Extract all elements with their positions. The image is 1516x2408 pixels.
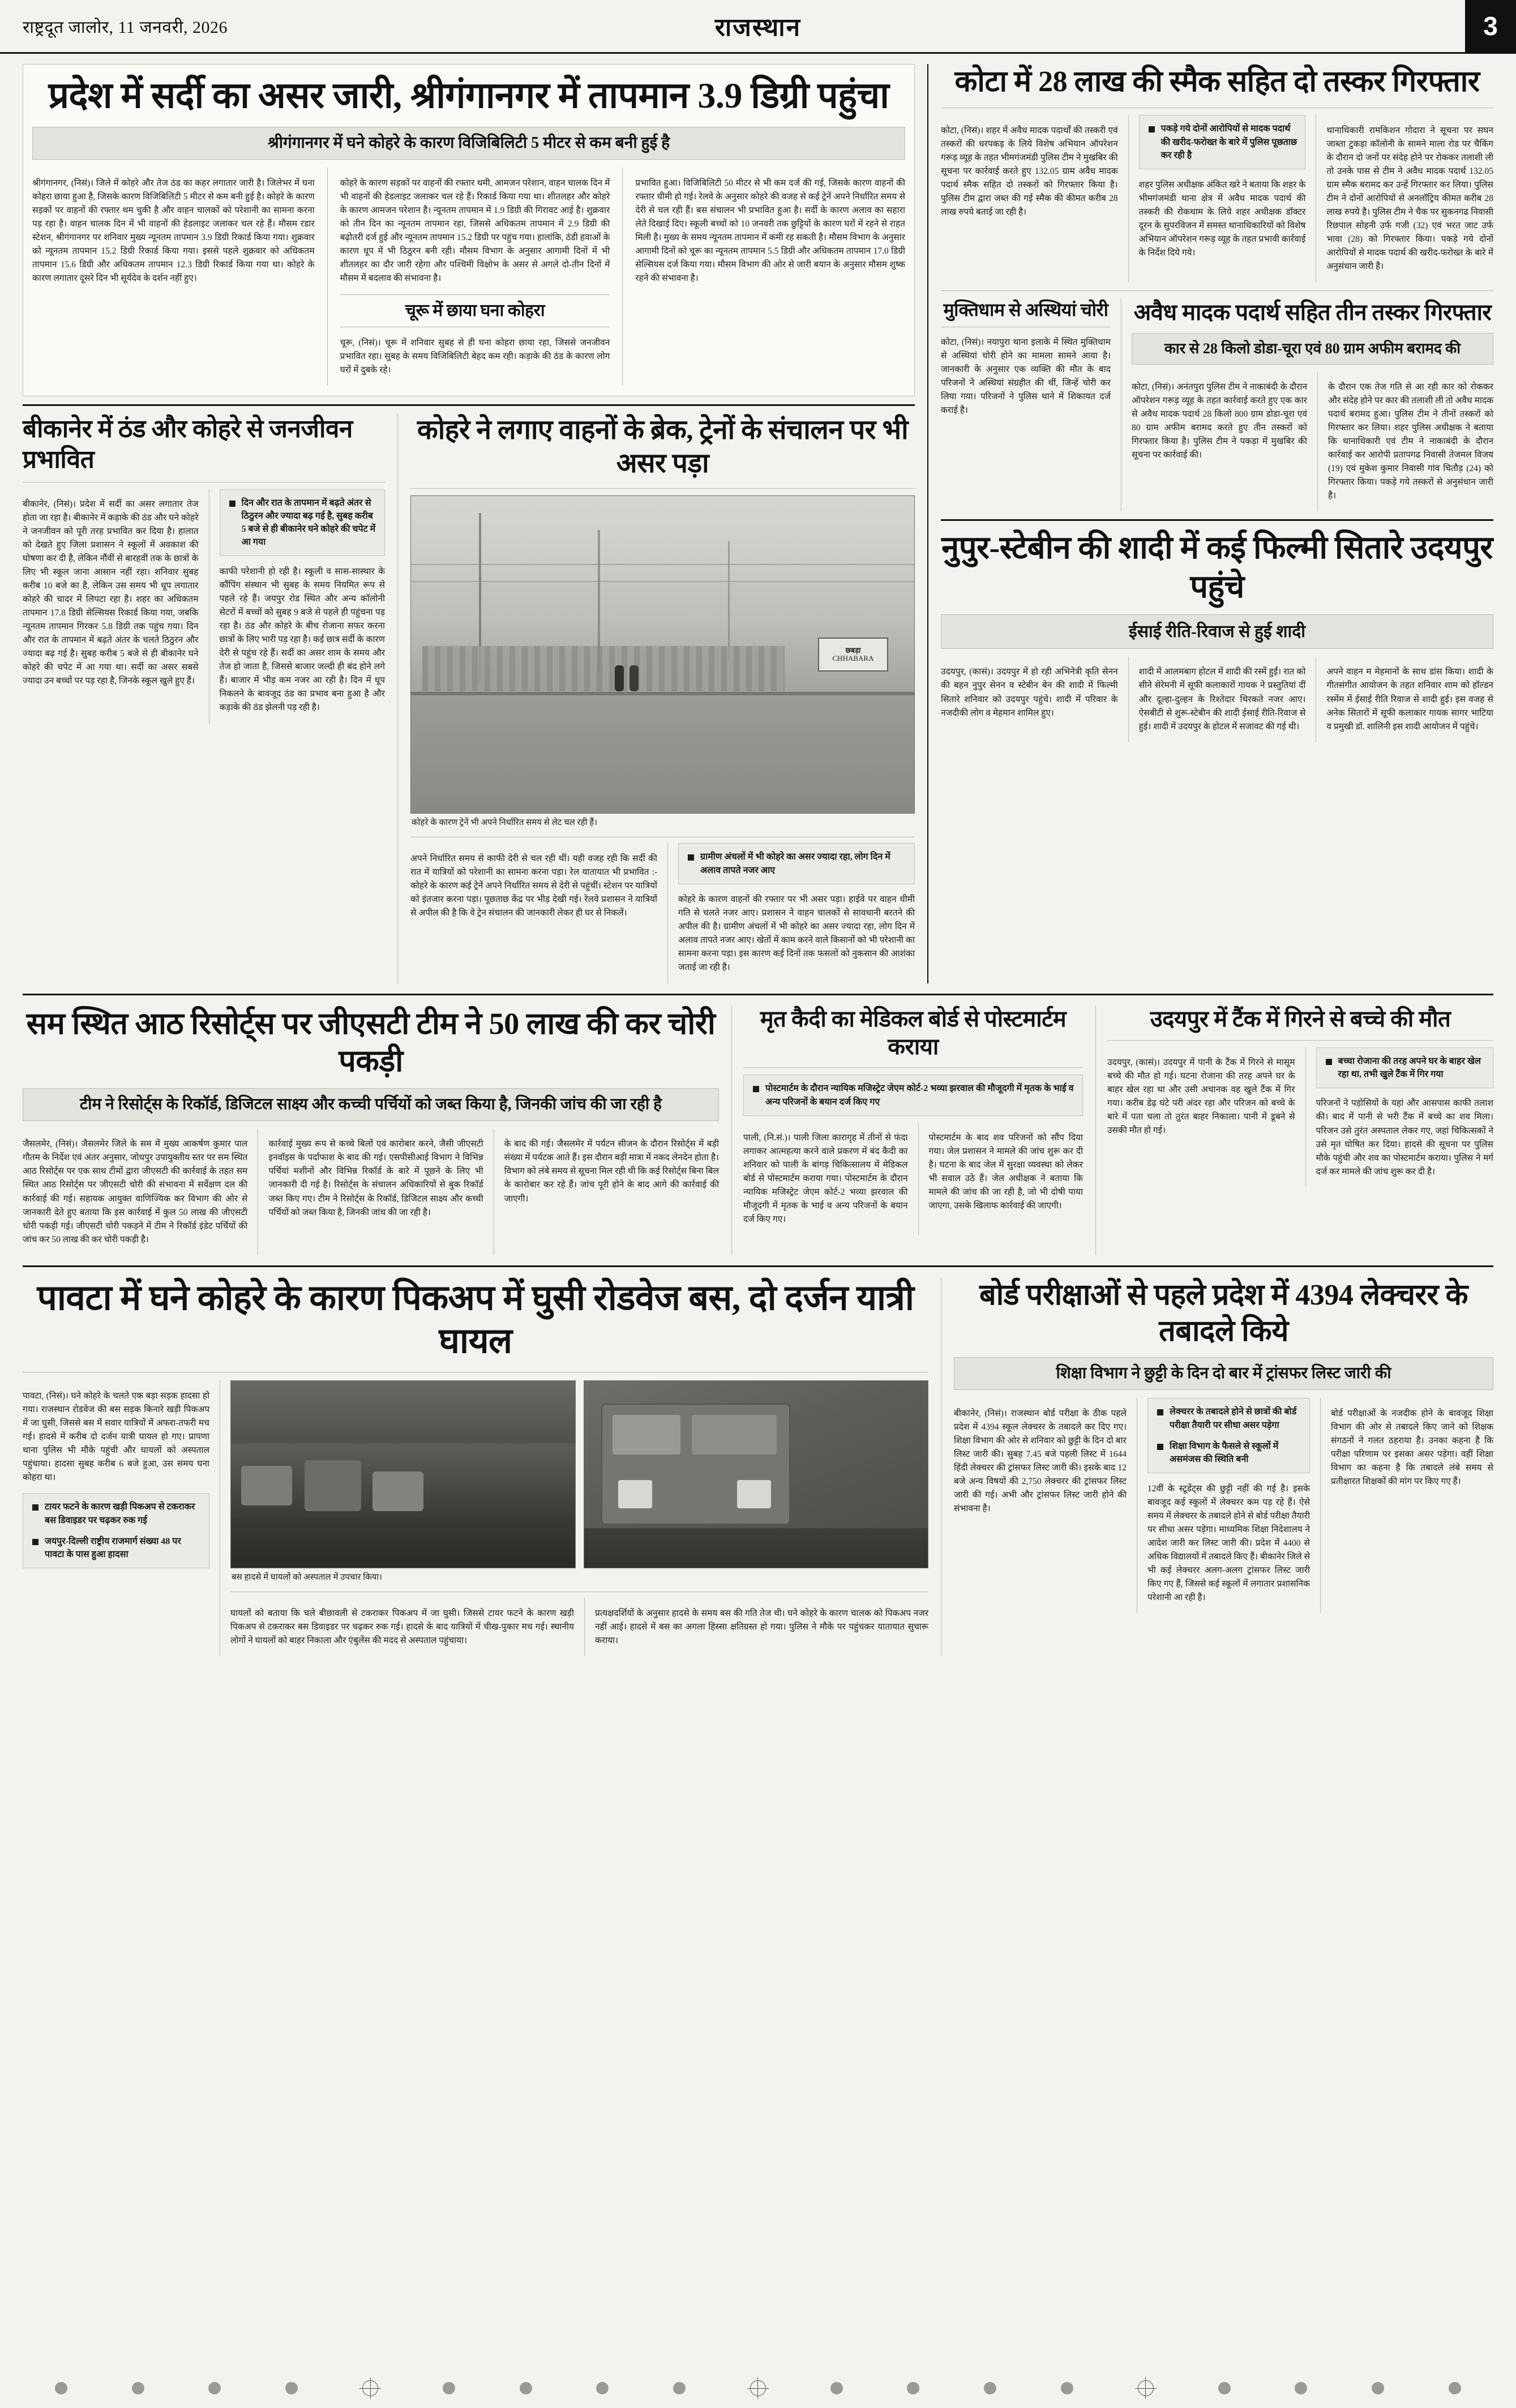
registration-dot <box>1218 2382 1231 2394</box>
bikaner-bullets <box>220 489 386 557</box>
mukti-drugs-row <box>941 299 1493 512</box>
middle-band <box>0 1006 1516 1255</box>
bus-crash-photo <box>584 1380 929 1568</box>
kota-bullets <box>1139 115 1306 169</box>
chura-box-title: चूरू में छाया घना कोहरा <box>405 301 545 320</box>
tank-bullets <box>1316 1047 1494 1088</box>
registration-crosshair <box>362 2380 378 2396</box>
drugs-subhead: कार से 28 किलो डोडा-चूरा एवं 80 ग्राम अफीम बरामद की <box>1132 333 1493 365</box>
fogtrain-col1: अपने निर्धारित समय से काफी देरी से चल रही थीं। यही वजह रही कि सर्दी की रात में यात्रियों को परेशानी का सामना करना पड़ा। रेल यातायात भी प्रभावित :- कोहरे के कारण कई ट्रेनें अपने निर्धारित समय से देरी से पहुंचीं। स्टेशन पर यात्रियों को इंतजार करना पड़ा। पूछताछ केंद्र पर भीड़ देखी गई। रेलवे प्रशासन ने यात्रियों से अपील की है कि वे ट्रेन संचालन की जानकारी लेकर ही घर से निकलें। <box>410 853 657 918</box>
pavta-headline: पावटा में घने कोहरे के कारण पिकअप में घुसी रोडवेज बस, दो दर्जन यात्री घायल <box>37 1279 914 1361</box>
tank-col2: परिजनों ने पड़ोसियों के यहां और आसपास काफी तलाश की। बाद में पानी से भरी टैंक में बच्चे का शव मिला। परिजन उसे तुरंत अस्पताल लेकर गए, जहां चिकित्सकों ने उसे मृत घोषित कर दिया। हादसे की सूचना पर पुलिस मौके पहुंची और शव का पोस्टमार्टम कराया। पुलिस ने मर्ग दर्ज कर मामले की जांच शुरू कर दी है। <box>1316 1098 1493 1177</box>
bullet-item: बच्चा रोजाना की तरह अपने घर के बाहर खेल रहा था, तभी खुले टैंक में गिर गया <box>1324 1055 1487 1081</box>
print-registration-bar <box>0 2368 1516 2408</box>
kota-col1: कोटा, (निसं)। शहर में अवैध मादक पदार्थों की तस्करी एवं तस्करों की धरपकड़ के लिये विशेष अभियान ऑपरेशन गरूड़ व्यूह के तहत भीमगंजमंडी पुलिस टीम ने मुखबिर की सूचना पर कार्रवाई करते हुए 132.05 ग्राम अवैध मादक पदार्थ स्मैक सहित दो तस्करों को गिरफ्तार किया है। पुलिस टीम द्वारा जब्त की गई स्मैक की कीमत करीब 28 लाख रुपये बताई जा रही है। <box>941 125 1118 217</box>
kota-col3: थानाधिकारी रामकिशन गोदारा ने सूचना पर सघन जाब्ता टुकड़ा कॉलोनी के सामने माला रोड पर चैकिंग के दौरान दो जनों पर संदेह होने पर रोककर तलाशी ली तो उनके पास से टीम ने अवैध मादक पदार्थ 132.05 ग्राम स्मैक बरामद कर उन्हें गिरफ्तार कर लिया। पुलिस टीम ने दोनों आरोपियों से अनलॉट्रिय कीमत करीब 28 लाख रुपये है। पुलिस टीम ने चैक पर सुकनगढ निवासी रिछपाल सोहनी उर्फ गजी (32) एवं भरत जाट उर्फ भावा (28) को गिरफ्तार किया। पकड़े गये दोनों आरोपियों से मादक पदार्थ की खरीद-फरोख्त के बारे में अनुसंधान जारी है। <box>1326 125 1494 272</box>
bullet-item: लेक्चरर के तबादले होने से छात्रों की बोर्ड परीक्षा तैयारी पर सीधा असर पड़ेगा <box>1155 1405 1303 1431</box>
prisoner-bullets <box>743 1075 1083 1115</box>
bullet-item: दिन और रात के तापमान में बढ़ते अंतर से ठिठुरन और ज्यादा बढ़ गई है, सुबह करीब 5 बजे से ही बीकानेर घने कोहरे की चपेट में आ गया <box>227 497 378 549</box>
article-tank-death <box>1095 1006 1493 1255</box>
mukti-col1: कोटा, (निसं)। नयापुरा थाना इलाके में स्थित मुक्तिधाम से अस्थियां चोरी होने का मामला सामने आया है। जानकारी के अनुसार एक व्यक्ति की मौत के बाद परिजनों ने अस्थियां संग्रहीत की थीं, जिन्हें चोरी कर लिया गया। परिजनों ने पुलिस थाने में शिकायत दर्ज कराई है। <box>941 337 1111 416</box>
right-section <box>928 64 1493 983</box>
lead-subhead: श्रीगंगानगर में घने कोहरे के कारण विजिबिलिटी 5 मीटर से कम बनी हुई है <box>32 127 905 160</box>
article-bikaner <box>23 414 385 983</box>
pavta-bullets <box>23 1493 209 1568</box>
transfers-col2: 12वीं के स्टूडेंट्स की छुट्टी नहीं की गई है। इसके बावजूद कई स्कूलों में लेक्चरर कम पड़ रहे हैं। ऐसे समय में लेक्चरर के तबादले होने से बोर्ड परीक्षा तैयारी पर सीधा असर पड़ेगा। माध्यमिक शिक्षा निदेशालय ने आदेश जारी कर लिस्ट जारी की। प्रदेश में 4400 से अधिक विद्यालयों में तबादले किए हैं। बीकानेर जिले से भी कई लेक्चरर अलग-अलग ट्रांसफर लिस्ट जारी किए गए हैं, जिससे कई स्कूलों में लगातार प्रशासनिक परेशानी आ रही है। <box>1147 1483 1310 1602</box>
transfers-col1: बीकानेर, (निसं)। राजस्थान बोर्ड परीक्षा के ठीक पहले प्रदेश में 4394 स्कूल लेक्चरर के तबादले कर दिए गए। शिक्षा विभाग की ओर से शनिवार को छुट्टी के दिन दो बार लिस्ट जारी की। सुबह 7.45 बजे पहली लिस्ट में 1644 हिंदी लेक्चरर की ट्रांसफर लिस्ट जारी की। इसके बाद 12 बजे अन्य विषयों की 2,750 लेक्चरर की ट्रांसफर लिस्ट जारी की गई। अभी और ट्रांसफर लिस्ट जारी होने की संभावना है। <box>954 1408 1127 1513</box>
bullet-item: जयपुर-दिल्ली राष्ट्रीय राजमार्ग संख्या 48 पर पावटा के पास हुआ हादसा <box>30 1535 202 1561</box>
hospital-photo <box>230 1380 576 1568</box>
prisoner-col1: पाली, (नि.सं.)। पाली जिला कारागृह में तीनों से फंदा लगाकर आत्महत्या करने वाले प्रकरण में बंद कैदी का शनिवार को पाली के बांगड़ चिकित्सालय में मेडिकल बोर्ड से पोस्टमार्टम कराया गया। पोस्टमार्टम के दौरान न्यायिक मजिस्ट्रेट जेएम कोर्ट-2 भव्या झरवाल की मौजूदगी में मृतक के भाई व अन्य परिजनों के बयान दर्ज किए गए। <box>743 1133 908 1225</box>
registration-dot <box>596 2382 609 2394</box>
article-kota-smack <box>941 64 1493 283</box>
drugs-headline: अवैध मादक पदार्थ सहित तीन तस्कर गिरफ्तार <box>1133 299 1492 325</box>
article-gst <box>23 1006 719 1255</box>
registration-dot <box>443 2382 455 2394</box>
chura-box-text: चूरू, (निसं)। चूरू में शनिवार सुबह से ही घना कोहरा छाया रहा, जिससे जनजीवन प्रभावित रहा। सुबह के समय विजिबिलिटी बेहद कम रही। कड़ाके की ठंड के कारण लोग घरों में दुबके रहे। <box>340 337 610 375</box>
registration-dot <box>1061 2382 1073 2394</box>
lead-col3: प्रभावित हुआ। विजिबिलिटी 50 मीटर से भी कम दर्ज की गई, जिसके कारण वाहनों की रफ्तार धीमी हो गई। रेलवे के अनुसार कोहरे की वजह से कई ट्रेनें अपने निर्धारित समय से देरी से चल रही हैं। बस संचालन भी प्रभावित हुआ है। सर्दी के कारण अलाव का सहारा लेते दिखाई दिए। स्कूली बच्चों को 10 जनवरी तक छुट्टियों के कारण घरों में रहने से राहत मिली है। मुख्य के समय न्यूनतम तापमान में कमी रह सकती है। मौसम विभाग के अनुसार आगामी दिनों को चूरू का न्यूनतम तापमान 5.5 डिग्री और अधिकतम तापमान 17.0 डिग्री सेल्सियस दर्ज किया गया। मौसम विभाग की ओर से जारी बयान के अनुसार मौसम शुष्क रहने की संभावना है। <box>635 178 906 284</box>
lead-col2-wrap <box>327 168 610 386</box>
registration-dot <box>208 2382 221 2394</box>
fogtrain-headline: कोहरे ने लगाए वाहनों के ब्रेक, ट्रेनों के संचालन पर भी असर पड़ा <box>417 415 909 478</box>
lead-col3-wrap <box>622 168 905 386</box>
left-section <box>23 64 928 983</box>
gst-col2: कार्रवाई मुख्य रूप से कच्चे बिलों एवं कारोबार करने, जैसी जीएसटी इनवॉइस के पर्दाफाश के बाद की गई। एसपीसीआई विभाग ने विभिन्न पर्चियां मशीनों और विभिन्न रिकॉर्ड के बारे में पूछने के लिए भी जानकारी दी गई है। रिसोर्ट्स के संचालन अधिकारियों से बुक रिकॉर्ड जब्त किए गए। टीम ने रिसोर्ट्स के रिकॉर्ड, डिजिटल साक्ष्य और कच्ची पर्चियों को जब्त किया है, जिनकी जांच की जा रही है। <box>268 1139 483 1217</box>
article-dead-prisoner <box>731 1006 1083 1255</box>
bikaner-fog-row <box>23 414 915 983</box>
page-number: 3 <box>1465 0 1516 52</box>
bullet-item: पकड़े गये दोनों आरोपियों से मादक पदार्थ की खरीद-फरोख्त के बारे में पुलिस पूछताछ कर रही है <box>1146 122 1299 162</box>
prisoner-headline: मृत कैदी का मेडिकल बोर्ड से पोस्टमार्टम कराया <box>760 1006 1067 1059</box>
gst-subhead: टीम ने रिसोर्ट्स के रिकॉर्ड, डिजिटल साक्ष्य और कच्ची पर्चियों को जब्त किया है, जिनकी जांच की जा रही है <box>23 1088 719 1121</box>
article-transfers <box>941 1277 1493 1656</box>
wedding-col3: अपने वाहन म मेहमानों के साथ डांस किया। शादी के गीतसंगीत आयोजन के तहत शनिवार शाम को हॉल्डन रस्मेंम में ईसाई रीति रिवाज से शादी हुई। इस वजह से अनेक सितारों में सूफी कलाकार गायक सागर भाटिया व प्रमुखी डॉ. शालिनी इस शादी आयोजन में पहुंचे। <box>1326 667 1494 732</box>
kota-col2: शहर पुलिस अधीक्षक अंकित खरे ने बताया कि शहर के भीमगंजमंडी थाना क्षेत्र में अवैध मादक पदार्थ की तस्करी की रोकथाम के लिये शहर अधीक्षक डॉक्टर दूरन के सुपरविजन में समस्त थानाधिकारियों को विशेष अभियान ऑपरेशन गरूड़ व्यूह के तहत प्रभावी कार्रवाई के निर्देश दिये गये। <box>1138 179 1306 258</box>
article-mukti <box>941 299 1111 512</box>
registration-dot <box>830 2382 843 2394</box>
fog-train-photo-caption: कोहरे के कारण ट्रेनें भी अपने निर्धारित समय से लेट चल रही हैं। <box>412 818 597 828</box>
tank-headline: उदयपुर में टैंक में गिरने से बच्चे की मौत <box>1150 1006 1451 1032</box>
registration-dot <box>1295 2382 1307 2394</box>
bikaner-col2: काफी परेशानी हो रही है। स्कूली व सास-सास्थार के कौंपिंग संस्थान भी सुबह के समय नियमित रूप से पहले रहे हैं। जयपुर रोड स्थित और अन्य कॉलोनी सेटरों में बच्चों को सुबह 9 बजे से पहले ही पहुंचना पड़ रहा है। ठंड और कोहरे के बीच रोजाना सफर करना छात्रों के लिए भारी पड़ रहा है। कई छात्र सर्दी के कारण देरी से पहुंच रहे हैं। सर्दी का असर शाम के समय और तेज हो जाता है, जिससे बाजार जल्दी ही बंद होने लगे हैं। बाजार में भीड़ कम नजर आ रही है। दिन में धूप निकलने के बावजूद ठंड का प्रभाव बना हुआ है और कड़ाके की ठंड झेलनी पड़ रही है। <box>219 566 385 712</box>
wedding-subhead: ईसाई रीति-रिवाज से हुई शादी <box>941 614 1493 649</box>
bullet-item: टायर फटने के कारण खड़ी पिकअप से टकराकर बस डिवाइडर पर चढ़कर रुक गई <box>30 1500 202 1526</box>
pavta-col1: पावटा, (निसं)। घने कोहरे के चलते एक बड़ा सड़क हादसा हो गया। राजस्थान रोडवेज की बस सड़क किनारे खड़ी पिकअप में जा घुसी, जिससे बस में सवार यात्रियों में अफरा-तफरी मच गई। हादसे में करीब दो दर्जन यात्री घायल हो गए। प्रापणा थाना पुलिस भी मौके पहुंची और घायलों को अस्पताल पहुंचाया। हादसा सुबह करीब 6 बजे हुआ, उस समय घना कोहरा था। <box>23 1391 209 1482</box>
transfers-col3: बोर्ड परीक्षाओं के नजदीक होने के बावजूद शिक्षा विभाग की ओर से तबादले किए जाने को शिक्षक संगठनों ने गलत ठहराया है। उनका कहना है कि परीक्षा परिणाम पर इसका असर पड़ेगा। वहीं शिक्षा विभाग का कहना है कि तबादले लंबे समय से प्रतीक्षारत शिक्षकों की मांग पर किए गए हैं। <box>1331 1408 1493 1486</box>
masthead <box>0 0 1516 54</box>
pavta-col2: घायलों को बताया कि चले बीछावली से टकराकर पिकअप में जा घुसी। जिससे टायर फटने के कारण खड़ी पिकअप से टकराकर बस डिवाइडर पर चढ़कर रुक गई। हादसे के बाद यात्रियों में चीख-पुकार मच गई। स्थानीय लोगों ने घायलों को बाहर निकाला और एंबुलेंस की मदद से अस्पताल पहुंचाया। <box>230 1608 574 1645</box>
transfers-headline: बोर्ड परीक्षाओं से पहले प्रदेश में 4394 लेक्चरर के तबादले किये <box>979 1279 1468 1348</box>
fogtrain-col2: कोहरे के कारण वाहनों की रफ्तार पर भी असर पड़ा। हाईवे पर वाहन धीमी गति से चलते नजर आए। प्रशासन ने वाहन चालकों से सावधानी बरतने की अपील की है। ग्रामीण अंचलों में भी कोहरे का असर ज्यादा रहा, लोग दिन में अलाव तापते नजर आए। खेतों में काम करने वाले किसानों को भी परेशानी का सामना करना पड़ा। इस कारण कई दिनों तक फसलों को नुकसान की आशंका जताई जा रही है। <box>678 895 915 973</box>
bullet-item: ग्रामीण अंचलों में भी कोहरे का असर ज्यादा रहा, लोग दिन में अलाव तापते नजर आए <box>686 850 907 876</box>
gst-col3: के बाद की गई। जैसलमेर में पर्यटन सीजन के दौरान रिसोर्ट्स में बड़ी संख्या में पर्यटक आते हैं। इस दौरान बड़ी मात्रा में नकद लेनदेन होता है। विभाग को लंबे समय से सूचना मिल रही थी कि कई रिसोर्ट्स बिना बिल के कारोबार कर रहे हैं। जांच पूरी होने के बाद आगे की कार्रवाई की जाएगी। <box>504 1139 719 1204</box>
transfers-subhead: शिक्षा विभाग ने छुट्टी के दिन दो बार में ट्रांसफर लिस्ट जारी की <box>954 1357 1493 1390</box>
drugs-col2: के दौरान एक तेज गति से आ रही कार को रोककर और संदेह होने पर कार की तलाशी ली तो अवैध मादक पदार्थ बरामद हुआ। पुलिस टीम ने तीनों तस्करों को गिरफ्तार कर लिया। शहर पुलिस अधीक्षक ने बताया कि थानाधिकारी एवं टीम ने नाकाबंदी के दौरान कार्रवाई कर आरोपी प्रतापगढ निवासी तेजमल विजय (19) एवं मुकेश कुमार निवासी गांव चितौड़ (24) को गिरफ्तार किया। पकड़े गये तस्करों से अनुसंधान जारी है। <box>1328 382 1493 501</box>
gst-headline: सम स्थित आठ रिसोर्ट्स पर जीएसटी टीम ने 50 लाख की कर चोरी पकड़ी <box>26 1006 716 1078</box>
registration-dot <box>984 2382 996 2394</box>
gst-col1: जैसलमेर, (निसं)। जैसलमेर जिले के सम में मुख्य आकर्षण कुमार पाल गौतम के निर्देश एवं अंतर अनुसार, जोधपुर उपायुक्तीय स्तर पर सम स्थित आठ रिसोर्ट्स पर एक साथ टीमों द्वारा जीएसटी की कार्रवाई के तहत सम स्थित आठ रिसोर्ट्स पर जीएसटी चोरी की संभावना में सर्वेक्षण दल की कार्रवाई की गई। सहायक आयुक्त वाणिज्यिक कर विभाग की ओर से जानकारी देते हुए बताया कि इस कार्रवाई में कुल 50 लाख की जीएसटी चोरी पकड़ी गई। जीएसटी चोरी पकड़ने में टीम ने रिकॉर्ड इंडेट पर्चियों की जांच कर 50 लाख की कर चोरी पकड़ी है। <box>23 1139 248 1244</box>
registration-crosshair <box>1138 2380 1154 2396</box>
bullet-item: पोस्टमार्टम के दौरान न्यायिक मजिस्ट्रेट जेएम कोर्ट-2 भव्या झरवाल की मौजूदगी में मृतक के भाई व अन्य परिजनों के बयान दर्ज किए गए <box>751 1082 1076 1108</box>
bottom-band <box>0 1277 1516 1656</box>
registration-dot <box>132 2382 144 2394</box>
wedding-col2: शादी में आलमबाग होटल में शादी की रस्में हुईं। रात को सीनेे सेरेमनी में सूफी कलाकारों गायक ने प्रस्तुतियां दीं और दूल्हा-दुल्हन के रिश्तेदार थिरकते नजर आए। ऐसबीटी से शुरू-स्टेबीन की शादी ईसाई रीति-रिवाज से हुई। शादी में उदयपुर के होटल में सजावट की गई थी। <box>1138 667 1306 732</box>
lead-col2: कोहरे के कारण सड़कों पर वाहनों की रफ्तार थमी, आमजन परेशान, वाहन चालक दिन में भी वाहनों की हेडलाइट जलाकर चल रहे हैं। रिकार्ड किया गया था। शीतलहर और कोहरे के कारण आमजन परेशान है। न्यूनतम तापमान में 1.9 डिग्री की गिरावट आई है। शुक्रवार को तीन दिन का न्यूनतम तापमान रहा, जिससे अधिकतम तापमान में 2.9 डिग्री की बढ़ोतरी दर्ज हुई और न्यूनतम तापमान 15.2 डिग्री पर पहुंच गया। हालांकि, ठंडी हवाओं के कारण धूप में भी ठिठुरन बनी रही। मौसम विभाग के अनुसार आगामी दिनों में भी शीतलहर का दौर जारी रहेगा और पश्चिमी विक्षोभ के असर से अगले दो-तीन दिनों में मौसम में बदलाव की संभावना है। <box>340 178 610 284</box>
bikaner-col1: बीकानेर, (निसं)। प्रदेश में सर्दी का असर लगातार तेज होता जा रहा है। बीकानेर में कड़ाके की ठंड और घने कोहरे ने जनजीवन को पूरी तरह प्रभावित कर दिया है। हालात को देखते हुए जिला प्रशासन ने स्कूलों में अवकाश की घोषणा कर दी है, लेकिन नौंवीं से बारहवीं तक के छात्रों के लिए भी स्कूल जाना आसान नहीं रहा। शनिवार सुबह करीब 10 बजे का है, लेकिन उस समय भी धूप लगातार कोहरे की चादर में लिपटा रहा है। शहर का अधिकतम तापमान 17.8 डिग्री सेल्सियस रिकार्ड किया गया, जबकि न्यूनतम तापमान गिरकर 5.8 डिग्री तक पहुंच गया। दिन और रात के तापमान में बढ़ते अंतर के चलते ठिठुरन और ज्यादा बढ़ गई है। सुबह करीब 5 बजे से ही बीकानेर घने कोहरे की चपेट में आ गया था। सर्दी का असर सबसे ज्यादा उन बच्चों पर पड़ रहा है, जिनके स्कूल खुले हुए हैं। <box>23 499 199 686</box>
article-illegal-drugs <box>1121 299 1493 512</box>
drugs-col1: कोटा, (निसं)। अनंतपुरा पुलिस टीम ने नाकाबंदी के दौरान ऑपरेशन गरूड़ व्यूह के तहत कार्रवाई करते हुए एक कार से अवैध मादक पदार्थ 28 किलो 800 ग्राम डोडा-चूरा एवं 80 ग्राम अफीम बरामद करते हुए तीन तस्करों को गिरफ्तार किया है। पुलिस टीम ने पकड़ा में मुखबिर की सूचना पर कार्रवाई की। <box>1132 382 1307 460</box>
pavta-photo1-caption: बस हादसे में घायलों को अस्पताल में उपचार किया। <box>232 1573 382 1582</box>
registration-dot <box>520 2382 532 2394</box>
bullet-item: शिक्षा विभाग के फैसले से स्कूलों में असमंजस की स्थिति बनी <box>1155 1440 1303 1466</box>
fog-train-photo <box>410 495 915 814</box>
registration-dot <box>673 2382 686 2394</box>
prisoner-col2: पोस्टमार्टम के बाद शव परिजनों को सौंप दिया गया। जेल प्रशासन ने मामले की जांच शुरू कर दी है। घटना के बाद जेल में सुरक्षा व्यवस्था को लेकर भी सवाल उठे हैं। जेल अधीक्षक ने बताया कि मामले की जांच की जा रही है, जो भी दोषी पाया जाएगा, उसके खिलाफ कार्रवाई की जाएगी। <box>928 1133 1083 1211</box>
kota-headline: कोटा में 28 लाख की स्मैक सहित दो तस्कर गिरफ्तार <box>954 66 1480 98</box>
mukti-headline: मुक्तिधाम से अस्थियां चोरी <box>943 299 1108 320</box>
fogtrain-bullets <box>678 843 915 884</box>
wedding-headline: नुपुर-स्टेबीन की शादी में कई फिल्मी सितारे उदयपुर पहुंचे <box>941 531 1493 605</box>
section-title: राजस्थान <box>714 14 802 41</box>
article-wedding <box>941 529 1493 742</box>
wedding-col1: उदयपुर, (कासं)। उदयपुर में हो रही अभिनेत्री कृति सेनन की बहन नुपुर सेनन व स्टेबीन बेन की शादी में फिल्मी सितारे शनिवार को उदयपुर पहुंचे। शादी में परिवार के नजदीकी लोग व मेहमान शामिल हुए। <box>941 667 1118 718</box>
lead-headline: प्रदेश में सर्दी का असर जारी, श्रीगंगानगर में तापमान 3.9 डिग्री पहुंचा <box>48 75 889 116</box>
registration-dot <box>1372 2382 1384 2394</box>
station-name-board: छबड़ा CHHABARA <box>818 638 888 671</box>
article-lead-weather <box>23 64 915 396</box>
pavta-col3: प्रत्यक्षदर्शियों के अनुसार हादसे के समय बस की गति तेज थी। घने कोहरे के कारण चालक को पिकअप नजर नहीं आई। हादसे में बस का अगला हिस्सा क्षतिग्रस्त हो गया। पुलिस ने मौके पर पहुंचकर यातायात सुचारू कराया। <box>595 1608 928 1645</box>
bikaner-headline: बीकानेर में ठंड और कोहरे से जनजीवन प्रभावित <box>23 415 353 473</box>
registration-dot <box>907 2382 919 2394</box>
lead-col1: श्रीगंगानगर, (निसं)। जिले में कोहरे और तेज ठंड का कहर लगातार जारी है। जिलेभर में घना कोहरा छाया हुआ है, जिसके कारण विजिबिलिटी 5 मीटर से कम बनी हुई है। कोहरे के कारण सड़कों पर वाहनों की रफ्तार थम चुकी है और वाहन चालकों को परेशानी का सामना करना पड़ रहा है। वाहन चालक दिन में भी वाहनों की हेडलाइट जलाकर चल रहे हैं। मौसम रडार स्टेशन, श्रीगंगानगर पर शनिवार मुख्य न्यूनतम तापमान 3.9 डिग्री रिकार्ड किया गया। शुक्रवार को न्यूनतम तापमान 15.2 डिग्री रिकार्ड किया गया। इससे पहले शुक्रवार को अधिकतम तापमान 15.6 डिग्री और अधिकतम तापमान 12.3 डिग्री रिकार्ड किया गया था। कोहरे के कारण लगातार दूसरे दिन भी सूर्यदेव के दर्शन नहीं हुए। <box>32 178 315 284</box>
article-fog-train <box>397 414 915 983</box>
registration-dot <box>1449 2382 1461 2394</box>
registration-dot <box>55 2382 67 2394</box>
publication-dateline: राष्ट्रदूत जालोर, 11 जनवरी, 2026 <box>23 18 228 37</box>
tank-col1: उदयपुर, (कासं)। उदयपुर में पानी के टैंक में गिरने से मासूम बच्चे की मौत हो गई। घटना रोजाना की तरह अपने घर के बाहर खेल रहा था और उसी अचानक वह खुले टैंक में गिर गया। करीब डेढ़ घंटे परी अंदर रहा और परिजन को बच्चे के बारे में पता चला तो तुरंत बाहर निकाला। पानी में डूबने से उसकी मौत हो गई। <box>1107 1058 1295 1136</box>
registration-dot <box>285 2382 298 2394</box>
article-pavta <box>23 1277 928 1656</box>
registration-crosshair <box>750 2380 766 2396</box>
transfers-bullets <box>1147 1398 1310 1473</box>
